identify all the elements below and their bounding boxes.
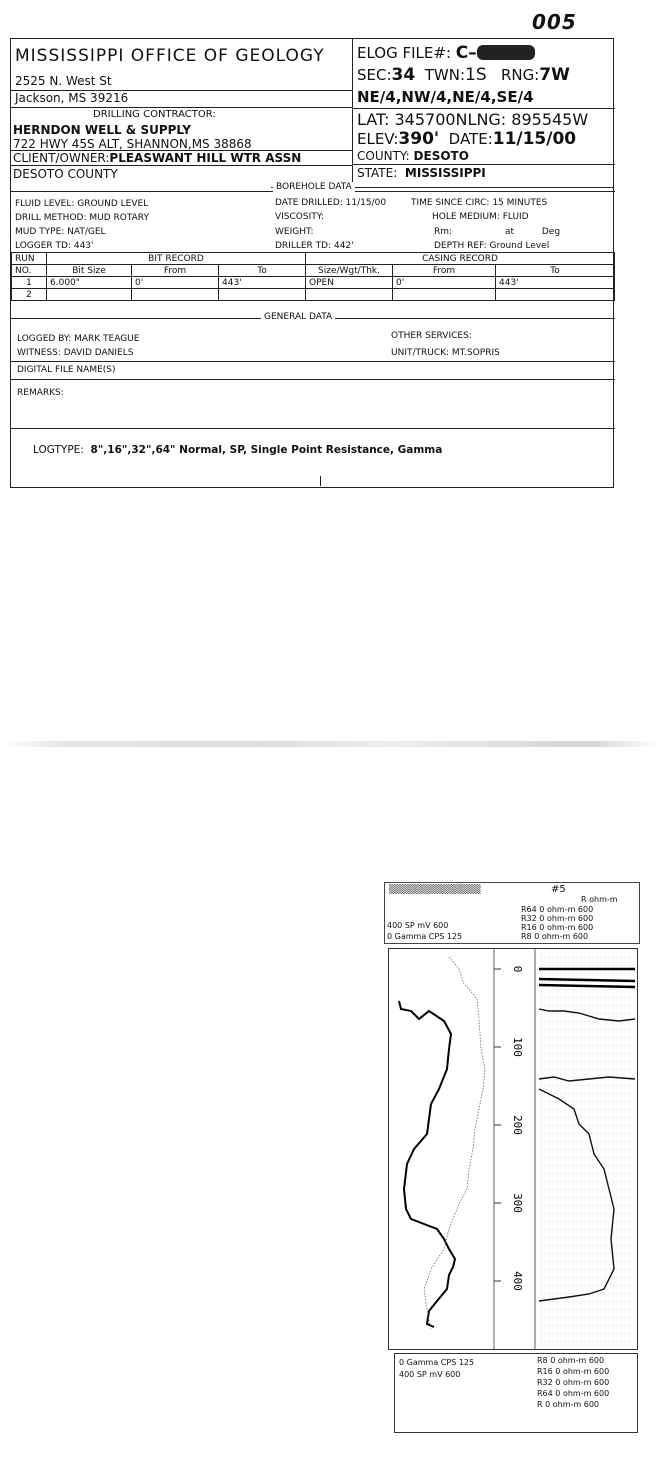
depth-label: 400 — [511, 1271, 524, 1291]
bit-record-header: BIT RECORD — [47, 253, 306, 265]
digital-file-name: DIGITAL FILE NAME(S) — [17, 365, 116, 375]
strip-page-mark: #5 — [551, 884, 566, 895]
witness: WITNESS: DAVID DANIELS — [17, 348, 134, 358]
log-plot — [388, 948, 638, 1350]
log-strip-footer — [394, 1353, 638, 1433]
bit-to-header: To — [219, 265, 306, 277]
weight: WEIGHT: — [275, 227, 314, 237]
viscosity: VISCOSITY: — [275, 212, 325, 222]
run-header: RUN — [12, 253, 47, 265]
footer-scale-r64: R64 0 ohm-m 600 — [537, 1389, 610, 1398]
scale-r: R ohm-m — [581, 895, 618, 904]
hole-medium: HOLE MEDIUM: FLUID — [432, 212, 529, 222]
depth-ref: DEPTH REF: Ground Level — [434, 241, 550, 251]
driller-td: DRILLER TD: 442' — [275, 241, 354, 251]
casing-from-header: From — [393, 265, 496, 277]
rm-field: Rm: at Deg — [434, 227, 561, 237]
elog-value: C– — [455, 43, 477, 63]
logged-by: LOGGED BY: MARK TEAGUE — [17, 334, 140, 344]
casing-size-header: Size/Wgt/Thk. — [306, 265, 393, 277]
redaction-mark — [477, 45, 535, 60]
remarks-label: REMARKS: — [17, 388, 64, 398]
general-section-title: GENERAL DATA — [261, 312, 335, 322]
logtype-value: 8",16",32",64" Normal, SP, Single Point Resistance, Gamma — [90, 444, 443, 456]
scale-gamma: 0 Gamma CPS 125 — [387, 932, 463, 941]
contractor-label: DRILLING CONTRACTOR: — [93, 109, 216, 120]
state-line: STATE: MISSISSIPPI — [357, 166, 486, 180]
no-header: NO. — [12, 265, 47, 277]
footer-scale-r32: R32 0 ohm-m 600 — [537, 1378, 610, 1387]
casing-record-header: CASING RECORD — [306, 253, 615, 265]
file-info-block — [353, 39, 615, 181]
other-services: OTHER SERVICES: — [391, 331, 472, 341]
office-block — [11, 39, 353, 191]
borehole-section-title: BOREHOLE DATA — [273, 182, 355, 192]
bit-casing-records-table — [11, 252, 615, 301]
logtype-line — [33, 444, 442, 456]
scale-sp: 400 SP mV 600 — [387, 921, 449, 930]
scale-r32: R32 0 ohm-m 600 — [521, 914, 594, 923]
location-line: SEC:34 TWN:1S RNG:7W — [357, 65, 570, 85]
table-row: 2 — [12, 289, 615, 301]
elog-label: ELOG FILE#: — [357, 44, 452, 62]
scale-r64: R64 0 ohm-m 600 — [521, 905, 594, 914]
office-city: Jackson, MS 39216 — [15, 91, 129, 105]
log-curves — [389, 949, 637, 1349]
page-number: 005 — [532, 10, 577, 34]
scale-r16: R16 0 ohm-m 600 — [521, 923, 594, 932]
footer-scale-r: R 0 ohm-m 600 — [537, 1400, 600, 1409]
office-title: MISSISSIPPI OFFICE OF GEOLOGY — [15, 46, 325, 66]
date-drilled: DATE DRILLED: 11/15/00 — [275, 198, 387, 208]
footer-scale-gamma: 0 Gamma CPS 125 — [399, 1358, 475, 1367]
bit-from-header: From — [132, 265, 219, 277]
drill-method: DRILL METHOD: MUD ROTARY — [15, 213, 149, 223]
scan-artifact-line — [0, 741, 656, 747]
casing-to-header: To — [496, 265, 615, 277]
county-line: COUNTY: DESOTO — [357, 149, 469, 163]
log-strip-header — [384, 882, 640, 944]
logger-td: LOGGER TD: 443' — [15, 241, 94, 251]
client-county: DESOTO COUNTY — [13, 167, 118, 181]
contractor-address: 722 HWY 45S ALT, SHANNON,MS 38868 — [13, 137, 252, 151]
elog-line — [357, 43, 535, 63]
bit-size-header: Bit Size — [47, 265, 132, 277]
depth-label: 300 — [511, 1193, 524, 1213]
elev-date: ELEV:390' DATE:11/15/00 — [357, 129, 577, 149]
footer-scale-r8: R8 0 ohm-m 600 — [537, 1356, 605, 1365]
strip-title-garbled: ▒▒▒▒▒▒▒▒▒▒▒▒▒▒ — [389, 885, 481, 895]
client-name: PLEASWANT HILL WTR ASSN — [109, 151, 302, 165]
footer-scale-r16: R16 0 ohm-m 600 — [537, 1367, 610, 1376]
quarter-section: NE/4,NW/4,NE/4,SE/4 — [357, 88, 534, 106]
logtype-label: LOGTYPE: — [33, 444, 84, 456]
unit-truck: UNIT/TRUCK: MT.SOPRIS — [391, 348, 500, 358]
depth-label: 200 — [511, 1115, 524, 1135]
client-line — [13, 151, 301, 165]
fluid-level: FLUID LEVEL: GROUND LEVEL — [15, 199, 149, 209]
depth-label: 100 — [511, 1037, 524, 1057]
office-street: 2525 N. West St — [15, 74, 112, 88]
table-row: 1 6.000" 0' 443' OPEN 0' 443' — [12, 277, 615, 289]
mud-type: MUD TYPE: NAT/GEL — [15, 227, 106, 237]
depth-label: 0 — [511, 965, 524, 973]
contractor-name: HERNDON WELL & SUPPLY — [13, 123, 191, 137]
client-label: CLIENT/OWNER: — [13, 151, 110, 165]
gamma-curve — [399, 1001, 455, 1327]
scale-r8: R8 0 ohm-m 600 — [521, 932, 589, 941]
footer-scale-sp: 400 SP mV 600 — [399, 1370, 461, 1379]
lat-lng: LAT: 345700NLNG: 895545W — [357, 110, 589, 129]
time-since-circ: TIME SINCE CIRC: 15 MINUTES — [411, 198, 548, 208]
log-header-form — [10, 38, 614, 488]
